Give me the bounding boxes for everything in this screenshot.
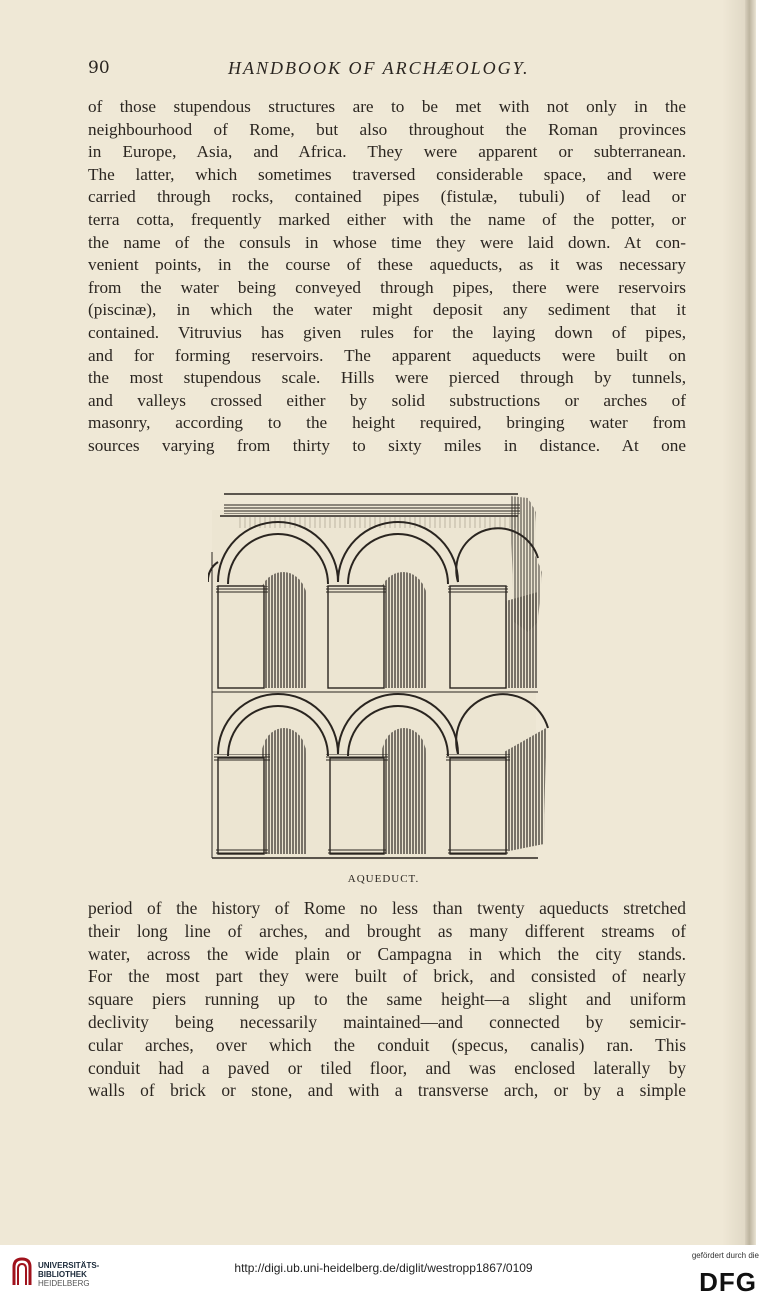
text-line: terra cotta, frequently marked either with the name of the potter, or	[88, 209, 686, 229]
text-line: and valleys crossed either by solid substructions or arches of	[88, 390, 686, 410]
text-line: venient points, in the course of these aqueducts, as it was necessary	[88, 255, 686, 275]
text-line: and for forming reservoirs. The apparent aqueducts were built on	[88, 345, 686, 365]
aqueduct-engraving	[208, 492, 554, 862]
dfg-logo: DFG	[699, 1267, 757, 1297]
text-line: the name of the consuls in whose time they were laid down. At con-	[88, 232, 686, 252]
text-line: For the most part they were built of brick, and consisted of nearly	[88, 966, 686, 987]
running-head	[88, 58, 684, 84]
text-line: walls of brick or stone, and with a transverse arch, or by a simple	[88, 1080, 686, 1101]
paragraph-top	[88, 96, 686, 458]
library-name-line1: UNIVERSITÄTS-	[38, 1261, 100, 1270]
paragraph-bottom	[88, 897, 686, 1102]
page-edge	[745, 0, 756, 1245]
text-line: cular arches, over which the conduit (specus, canalis) ran. This	[88, 1034, 686, 1055]
digitization-footer	[0, 1245, 767, 1303]
library-name-line2: BIBLIOTHEK	[38, 1270, 87, 1279]
funded-by-label: gefördert durch die	[691, 1251, 759, 1260]
page-number: 90	[88, 58, 110, 78]
text-line: The latter, which sometimes traversed considerable space, and were	[88, 164, 686, 184]
text-line: declivity being necessarily maintained—and connected by semicir-	[88, 1011, 686, 1032]
text-line: masonry, according to the height required, bringing water from	[88, 413, 686, 433]
permalink-url[interactable]: http://digi.ub.uni-heidelberg.de/diglit/westropp1867/0109	[234, 1261, 533, 1275]
text-line: period of the history of Rome no less than twenty aqueducts stretched	[88, 898, 686, 918]
text-line: sources varying from thirty to sixty miles in distance. At one	[88, 435, 686, 455]
text-line: in Europe, Asia, and Africa. They were apparent or subterranean.	[88, 142, 686, 162]
text-line: square piers running up to the same height—a slight and uniform	[88, 989, 686, 1010]
library-name-line3: HEIDELBERG	[38, 1279, 90, 1288]
text-line: their long line of arches, and brought as many different streams of	[88, 920, 686, 941]
text-line: from the water being conveyed through pipes, there were reservoirs	[88, 277, 686, 297]
text-line: of those stupendous structures are to be met with not only in the	[88, 97, 686, 116]
text-line: water, across the wide plain or Campagna in which the city stands.	[88, 943, 686, 964]
running-title: HANDBOOK OF ARCHÆOLOGY.	[228, 58, 530, 78]
figure-caption: AQUEDUCT.	[347, 873, 420, 885]
text-line: contained. Vitruvius has given rules for the laying down of pipes,	[88, 322, 686, 342]
text-line: the most stupendous scale. Hills were pierced through by tunnels,	[88, 368, 686, 388]
text-line: neighbourhood of Rome, but also throughout the Roman provinces	[88, 119, 686, 139]
text-line: carried through rocks, contained pipes (fistulæ, tubuli) of lead or	[88, 187, 686, 207]
text-line: (piscinæ), in which the water might deposit any sediment that it	[88, 300, 686, 320]
text-line: conduit had a paved or tiled floor, and was enclosed laterally by	[88, 1057, 686, 1078]
